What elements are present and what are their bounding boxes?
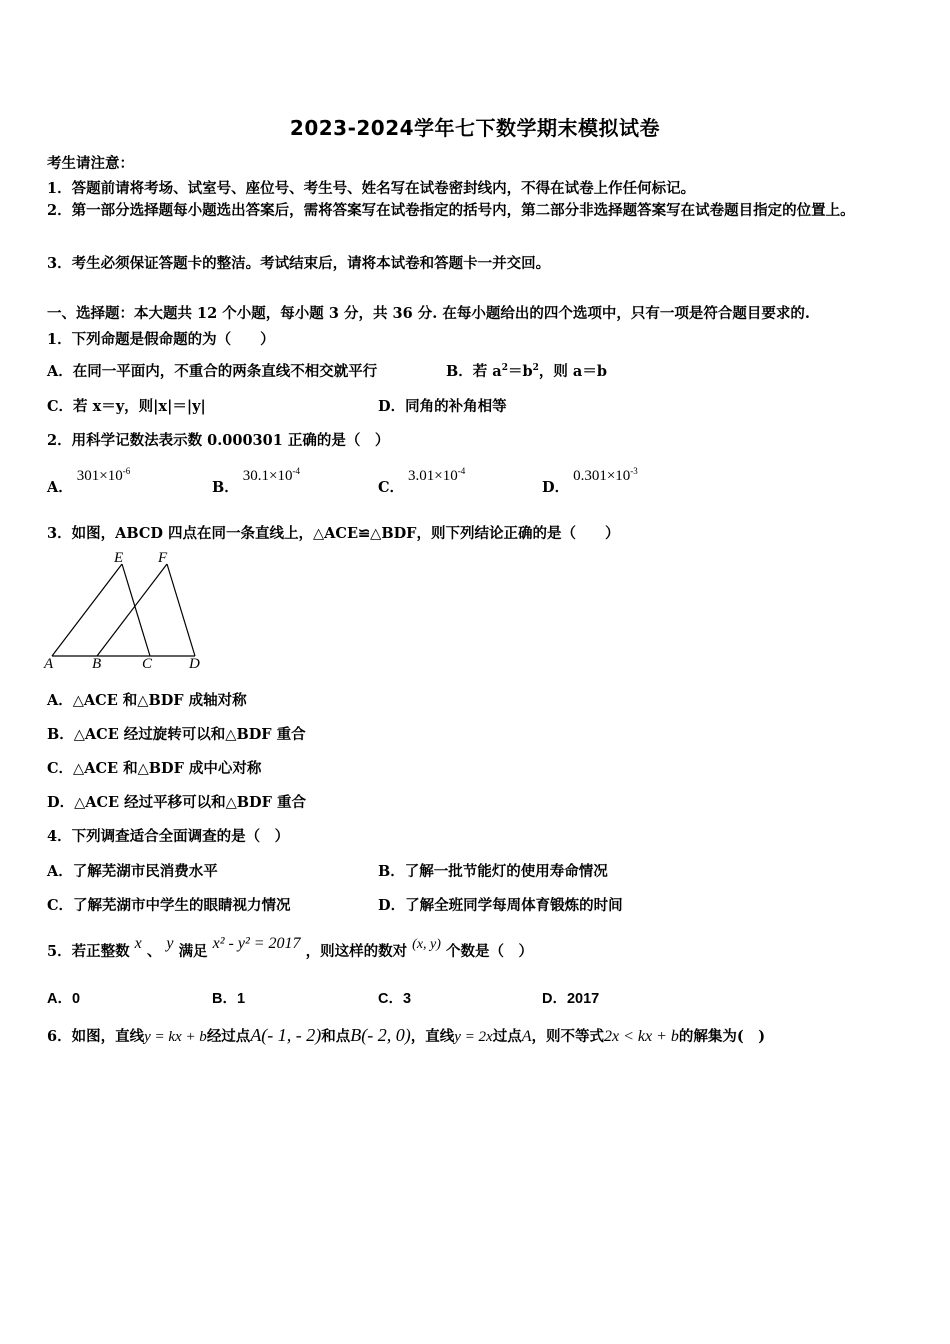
- label-d: D: [189, 656, 200, 672]
- section-heading: 一、选择题：本大题共 12 个小题，每小题 3 分，共 36 分. 在每小题给出的四个选项中，只有一项是符合题目要求的.: [47, 305, 810, 322]
- q4-stem: 4．下列调查适合全面调查的是（ ）: [47, 828, 290, 845]
- q5-option-c: C．3: [378, 991, 412, 1007]
- notice-item-1: 1．答题前请将考场、试室号、座位号、考生号、姓名写在试卷密封线内，不得在试卷上作任何标记。: [47, 180, 696, 197]
- q3-option-a: A．△ACE 和△BDF 成轴对称: [47, 692, 247, 709]
- notice-item-2: 2．第一部分选择题每小题选出答案后，需将答案写在试卷指定的括号内，第二部分非选择题答案写在试卷题目指定的位置上。: [47, 202, 855, 219]
- q3-option-c: C．△ACE 和△BDF 成中心对称: [47, 760, 262, 777]
- q1-stem: 1．下列命题是假命题的为（ ）: [47, 331, 275, 348]
- q4-option-b: B．了解一批节能灯的使用寿命情况: [378, 863, 608, 880]
- q2-stem: 2．用科学记数法表示数 0.000301 正确的是（ ）: [47, 432, 390, 449]
- segment-BF: [97, 564, 167, 656]
- q2-option-c: C．$3.01\times 10^{-4}$: [378, 466, 466, 496]
- segment-AE: [52, 564, 122, 656]
- q3-stem: 3．如图，ABCD 四点在同一条直线上，△ACE≌△BDF，则下列结论正确的是（ ）: [47, 525, 620, 542]
- q5-stem: 5．若正整数 x 、 y 满足 x² - y² = 2017 ，则这样的数对 (x, y) 个数是（ ）: [47, 935, 533, 960]
- label-c: C: [142, 656, 153, 672]
- label-e: E: [114, 550, 124, 566]
- q6-stem: 6．如图，直线y = kx + b经过点A(- 1, - 2)和点B(- 2, 0)，直线y = 2x过点A，则不等式2x < kx + b的解集为( ): [47, 1025, 766, 1045]
- q3-option-d: D．△ACE 经过平移可以和△BDF 重合: [47, 794, 306, 811]
- q5-option-b: B．1: [212, 991, 246, 1007]
- q5-option-a: A．0: [47, 991, 81, 1007]
- label-f: F: [158, 550, 168, 566]
- q2-option-b: B．$30.1\times 10^{-4}$: [212, 466, 300, 496]
- segment-FD: [167, 564, 195, 656]
- q4-option-c: C．了解芜湖市中学生的眼睛视力情况: [47, 897, 291, 914]
- page-title: 2023-2024学年七下数学期末模拟试卷: [289, 116, 661, 140]
- q5-option-d: D．2017: [542, 991, 600, 1007]
- notice-item-3: 3．考生必须保证答题卡的整洁。考试结束后，请将本试卷和答题卡一并交回。: [47, 255, 551, 272]
- notice-heading: 考生请注意：: [47, 155, 134, 172]
- label-b: B: [92, 656, 102, 672]
- q1-option-d: D．同角的补角相等: [378, 398, 507, 415]
- q1-option-b: B．若 $a^2=b^2$，则 a＝b: [446, 363, 607, 380]
- segment-EC: [122, 564, 150, 656]
- q3-option-b: B．△ACE 经过旋转可以和△BDF 重合: [47, 726, 306, 743]
- q1-option-a: A．在同一平面内，不重合的两条直线不相交就平行: [47, 363, 378, 380]
- q4-option-a: A．了解芜湖市民消费水平: [47, 863, 218, 880]
- label-a: A: [44, 656, 54, 672]
- q2-option-d: D．$0.301\times 10^{-3}$: [542, 466, 638, 496]
- q2-option-a: A．$301\times 10^{-6}$: [47, 466, 131, 496]
- q4-option-d: D．了解全班同学每周体育锻炼的时间: [378, 897, 623, 914]
- q1-option-c: C．若 x＝y，则|x|＝|y|: [47, 398, 206, 415]
- q3-triangle-figure: [40, 548, 210, 674]
